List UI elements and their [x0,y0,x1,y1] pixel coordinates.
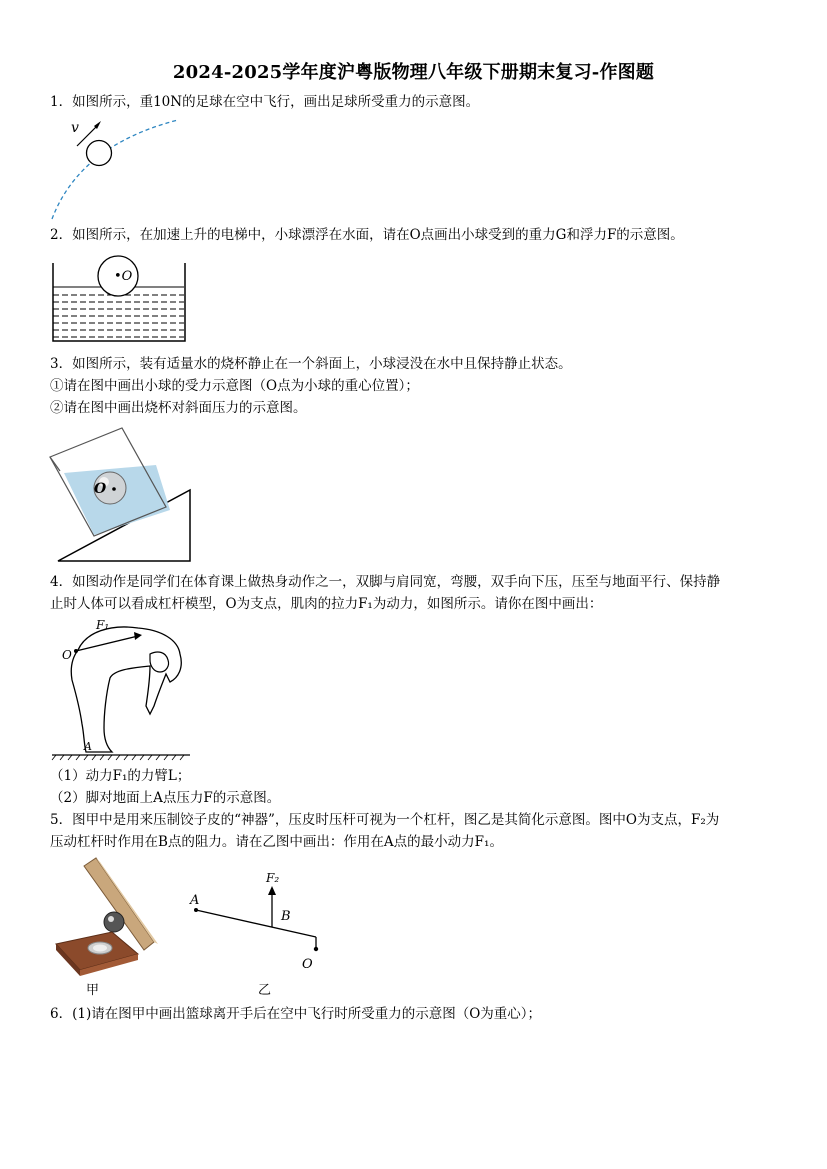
page-title: 2024-2025学年度沪粤版物理八年级下册期末复习-作图题 [172,62,655,83]
question-3-sub1: ①请在图中画出小球的受力示意图（O点为小球的重心位置）； [50,378,419,394]
o-label: O [62,648,72,662]
o-label: O [302,957,313,972]
question-4-sub2: （2）脚对地面上A点压力F的示意图。 [50,790,281,806]
lever-rod [196,910,316,937]
point-o-label: •O [114,269,133,284]
caption-yi: 乙 [258,983,272,998]
a-label: A [84,740,92,753]
a-label: A [190,893,200,908]
b-label: B [281,909,291,924]
caption-jia: 甲 [86,983,100,998]
question-4-figure [50,614,200,762]
question-3-sub2: ②请在图中画出烧杯对斜面压力的示意图。 [50,400,307,416]
question-4-sub1: （1）动力F₁的力臂L； [50,768,191,784]
question-5-figure [50,858,350,1000]
question-3-text: 3．如图所示，装有适量水的烧杯静止在一个斜面上，小球浸没在水中且保持静止状态。 [50,356,572,372]
football-ball [87,141,112,166]
question-5-text-line2: 压动杠杆时作用在B点的阻力。请在乙图中画出：作用在A点的最小动力F₁。 [50,834,503,850]
question-1-text: 1．如图所示，重10N的足球在空中飞行，画出足球所受重力的示意图。 [50,94,480,110]
question-6-text: 6．(1)请在图甲中画出篮球离开手后在空中飞行时所受重力的示意图（O为重心）； [50,1006,542,1022]
question-3-figure [50,425,200,565]
center-o-label: O [94,481,107,497]
question-4-text-line1: 4．如图动作是同学们在体育课上做热身动作之一，双脚与肩同宽，弯腰，双手向下压，压至与地面平行、保持静 [50,574,721,590]
question-2-figure [50,255,190,345]
pivot-o [314,947,318,951]
head [150,652,169,672]
f1-label: F₁ [96,618,110,632]
velocity-label: v [71,120,79,136]
f2-label: F₂ [266,871,280,885]
dumpling-press-photo [56,858,158,976]
question-2-text: 2．如图所示，在加速上升的电梯中，小球漂浮在水面，请在O点画出小球受到的重力G和浮力F的示意图。 [50,227,684,243]
point-a [194,908,198,912]
question-5-text-line1: 5．图甲中是用来压制饺子皮的“神器”，压皮时压杆可视为一个杠杆，图乙是其简化示意图。图中O为支点，F₂为 [50,812,720,828]
question-4-text-line2: 止时人体可以看成杠杆模型，O为支点，肌肉的拉力F₁为动力，如图所示。请你在图中画出： [50,596,603,612]
question-1-figure [50,115,190,223]
human-body [71,627,181,752]
